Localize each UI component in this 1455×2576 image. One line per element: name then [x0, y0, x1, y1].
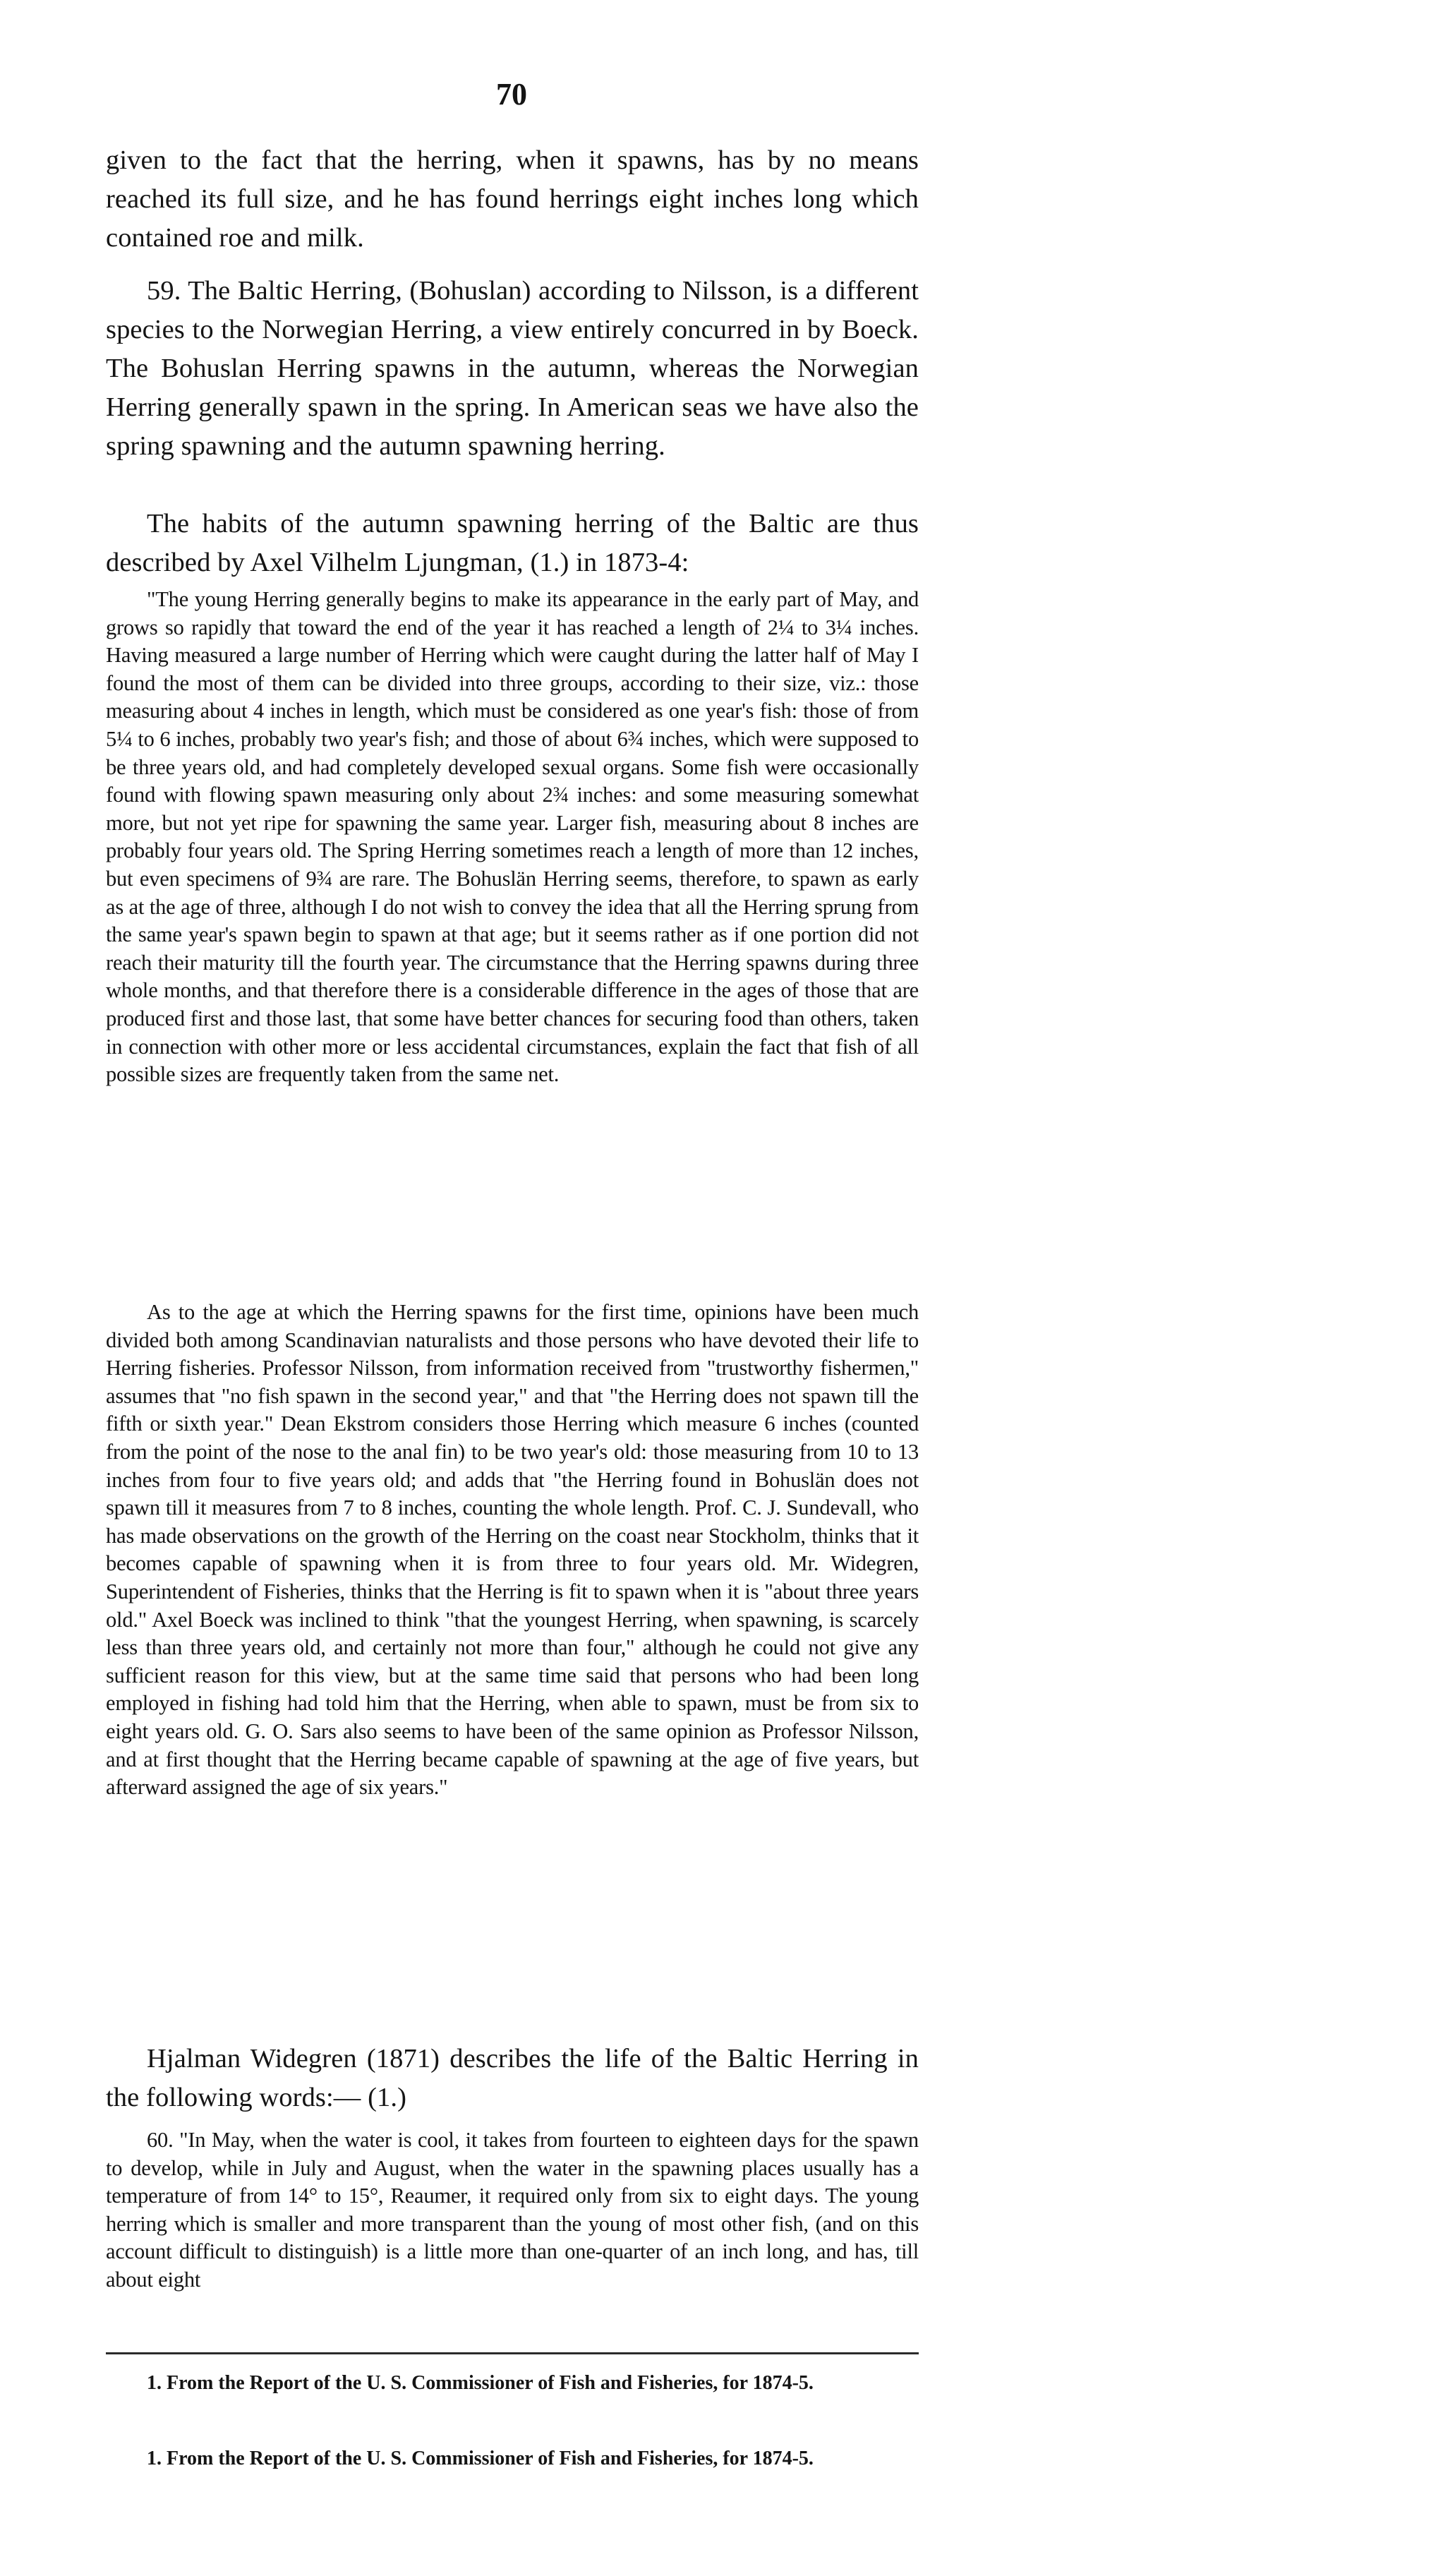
paragraph-habits-intro [106, 505, 919, 582]
body-paragraph: Hjalman Widegren (1871) describes the life of the Baltic Herring in the following words:— (1.) [106, 2044, 919, 2112]
footnote-divider [106, 2352, 919, 2354]
quote-paragraph: "The young Herring generally begins to make its appearance in the early part of May, and grows so rapidly that toward the end of the year it has reached a length of 2¼ to 3¼ inches. Having measured a large number of Herring which were caught during the latter half of May I found the most of them can be divided into three groups, according to their size, viz.: those measuring about 4 inches in length, which must be considered as one year's fish: those of from 5¼ to 6 inches, probably two year's fish; and those of about 6¾ inches, which were supposed to be three years old, and had completely developed sexual organs. Some fish were occasionally found with flowing spawn measuring only about 2¾ inches: and some measuring somewhat more, but not yet ripe for spawning the same year. Larger fish, measuring about 8 inches are probably four years old. The Spring Herring sometimes reach a length of more than 12 inches, but even specimens of 9¾ are rare. The Bohuslän Herring seems, therefore, to spawn as early as at the age of three, although I do not wish to convey the idea that all the Herring sprung from the same year's spawn begin to spawn at that age; but it seems rather as if one portion did not reach their maturity till the fourth year. The circumstance that the Herring spawns during three whole months, and that therefore there is a considerable difference in the ages of those that are produced first and those last, that some have better chances for securing food than others, taken in connection with other more or less accidental circumstances, explain the fact that fish of all possible sizes are frequently taken from the same net. [106, 587, 919, 1087]
body-paragraph: 59. The Baltic Herring, (Bohuslan) according to Nilsson, is a different species to the Norwegian Herring, a view entirely concurred in by Boeck. The Bohuslan Herring spawns in the autumn, whereas the Norwegian Herring generally spawn in the spring. In American seas we have also the spring spawning and the autumn spawning herring. [106, 276, 919, 461]
body-paragraph: given to the fact that the herring, when it spawns, has by no means reached its full size, and he has found herrings eight inches long which contained roe and milk. [106, 145, 919, 253]
quote-paragraph: As to the age at which the Herring spawns for the first time, opinions have been much divided both among Scandinavian naturalists and those persons who have devoted their life to Herring fisheries. Professor Nilsson, from information received from "trustworthy fishermen," assumes that "no fish spawn in the second year," and that "the Herring does not spawn till the fifth or sixth year." Dean Ekstrom considers those Herring which measure 6 inches (counted from the point of the nose to the anal fin) to be two year's old: those measuring from 10 to 13 inches from four to five years old; and adds that "the Herring found in Bohuslän does not spawn till it measures from 7 to 8 inches, counting the whole length. Prof. C. J. Sundevall, who has made observations on the growth of the Herring on the coast near Stockholm, thinks that it becomes capable of spawning when it is from three to four years old. Mr. Widegren, Superintendent of Fisheries, thinks that the Herring is fit to spawn when it is "about three years old." Axel Boeck was inclined to think "that the youngest Herring, when spawning, is scarcely less than three years old, and certainly not more than four," although he could not give any sufficient reason for this view, but at the same time said that persons who had been long employed in fishing had told him that the Herring, when able to spawn, must be from six to eight years old. G. O. Sars also seems to have been of the same opinion as Professor Nilsson, and at first thought that the Herring became capable of spawning at the age of five years, but afterward assigned the age of six years." [106, 1300, 919, 1800]
body-paragraph: 60. "In May, when the water is cool, it takes from fourteen to eighteen days for the spawn to develop, while in July and August, when the water in the spawning places usually has a temperature of from 14° to 15°, Reaumer, it required only from six to eight days. The young herring which is smaller and more transparent than the young of most other fish, (and on this account difficult to distinguish) is a little more than one-quarter of an inch long, and has, till about eight [106, 2128, 919, 2292]
footnote: 1. From the Report of the U. S. Commissioner of Fish and Fisheries, for 1874-5. [147, 2372, 814, 2394]
page-number: 70 [496, 77, 527, 112]
paragraph-widegren-intro [106, 2040, 919, 2117]
paragraph-continuation [106, 141, 919, 258]
paragraph-section-59 [106, 272, 919, 466]
block-quote-age-opinions [106, 1299, 919, 1802]
body-paragraph: The habits of the autumn spawning herring of the Baltic are thus described by Axel Vilhelm Ljungman, (1.) in 1873-4: [106, 509, 919, 577]
block-quote-ljungman [106, 586, 919, 1089]
paragraph-section-60 [106, 2126, 919, 2294]
footnote: 1. From the Report of the U. S. Commissioner of Fish and Fisheries, for 1874-5. [147, 2448, 814, 2469]
